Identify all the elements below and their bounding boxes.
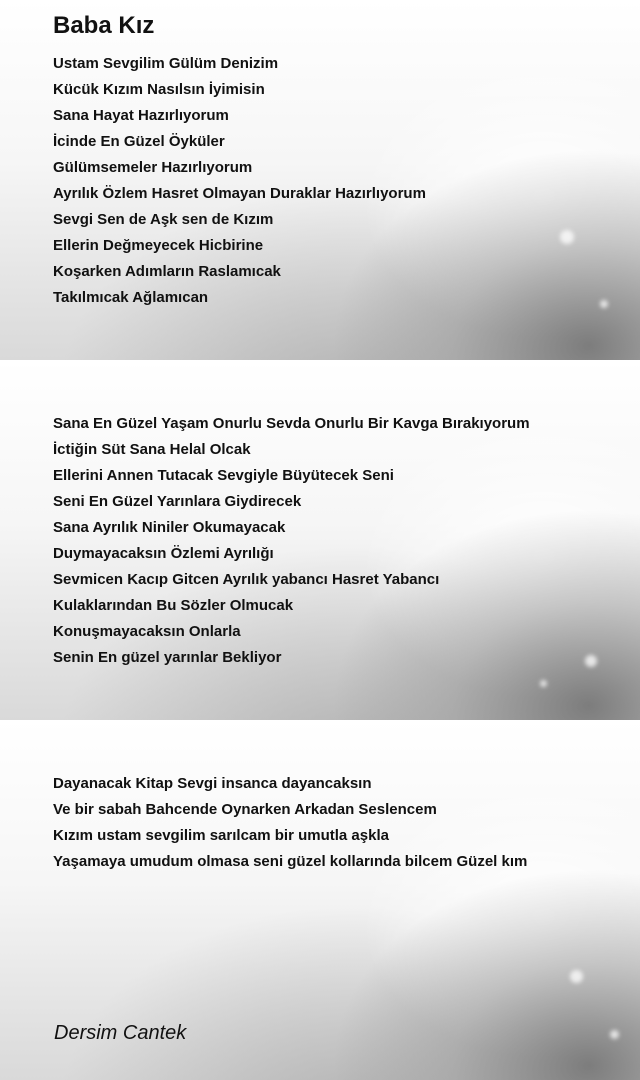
poem-line: Sana Hayat Hazırlıyorum [53, 107, 229, 124]
poem-line: Duymayacaksın Özlemi Ayrılığı [53, 545, 274, 562]
stanza-3 [53, 771, 527, 875]
poem-line: Ayrılık Özlem Hasret Olmayan Duraklar Hazırlıyorum [53, 185, 426, 202]
poem-line: Koşarken Adımların Raslamıcak [53, 263, 281, 280]
poem-line: Konuşmayacaksın Onlarla [53, 623, 241, 640]
poem-line: Ellerini Annen Tutacak Sevgiyle Büyütecek Seni [53, 467, 394, 484]
poem-panel-3 [0, 720, 640, 1080]
bokeh-light [585, 655, 597, 667]
poem-line: Sana En Güzel Yaşam Onurlu Sevda Onurlu Bir Kavga Bırakıyorum [53, 415, 530, 432]
poem-line: Dayanacak Kitap Sevgi insanca dayancaksın [53, 775, 372, 792]
stanza-2 [53, 411, 530, 671]
bokeh-light [600, 300, 608, 308]
poem-line: İcinde En Güzel Öyküler [53, 133, 225, 150]
bokeh-light [560, 230, 574, 244]
bokeh-light [540, 680, 547, 687]
bokeh-light [570, 970, 583, 983]
poem-line: Kulaklarından Bu Sözler Olmucak [53, 597, 294, 614]
bokeh-light [610, 1030, 619, 1039]
poem-panel-2 [0, 360, 640, 720]
poem-line: Gülümsemeler Hazırlıyorum [53, 159, 253, 176]
poem-line: Ellerin Değmeyecek Hicbirine [53, 237, 264, 254]
poem-line: Sevgi Sen de Aşk sen de Kızım [53, 211, 274, 228]
poem-line: Yaşamaya umudum olmasa seni güzel kollarında bilcem Güzel kım [53, 853, 528, 870]
poem-line: Seni En Güzel Yarınlara Giydirecek [53, 493, 302, 510]
poem-line: Takılmıcak Ağlamıcan [53, 289, 209, 306]
poem-line: Sana Ayrılık Niniler Okumayacak [53, 519, 286, 536]
poem-line: Kızım ustam sevgilim sarılcam bir umutla aşkla [53, 827, 389, 844]
poem-panel-1 [0, 0, 640, 360]
poem-line: Senin En güzel yarınlar Bekliyor [53, 649, 282, 666]
poem-line: Sevmicen Kacıp Gitcen Ayrılık yabancı Hasret Yabancı [53, 571, 440, 588]
poem-line: Ve bir sabah Bahcende Oynarken Arkadan Seslencem [53, 801, 437, 818]
poem-author: Dersim Cantek [54, 1022, 187, 1044]
poem-line: Ustam Sevgilim Gülüm Denizim [53, 55, 279, 72]
poem-line: İctiğin Süt Sana Helal Olcak [53, 441, 251, 458]
stanza-1 [53, 51, 426, 311]
poem-line: Kücük Kızım Nasılsın İyimisin [53, 81, 265, 98]
poem-title: Baba Kız [53, 12, 155, 39]
